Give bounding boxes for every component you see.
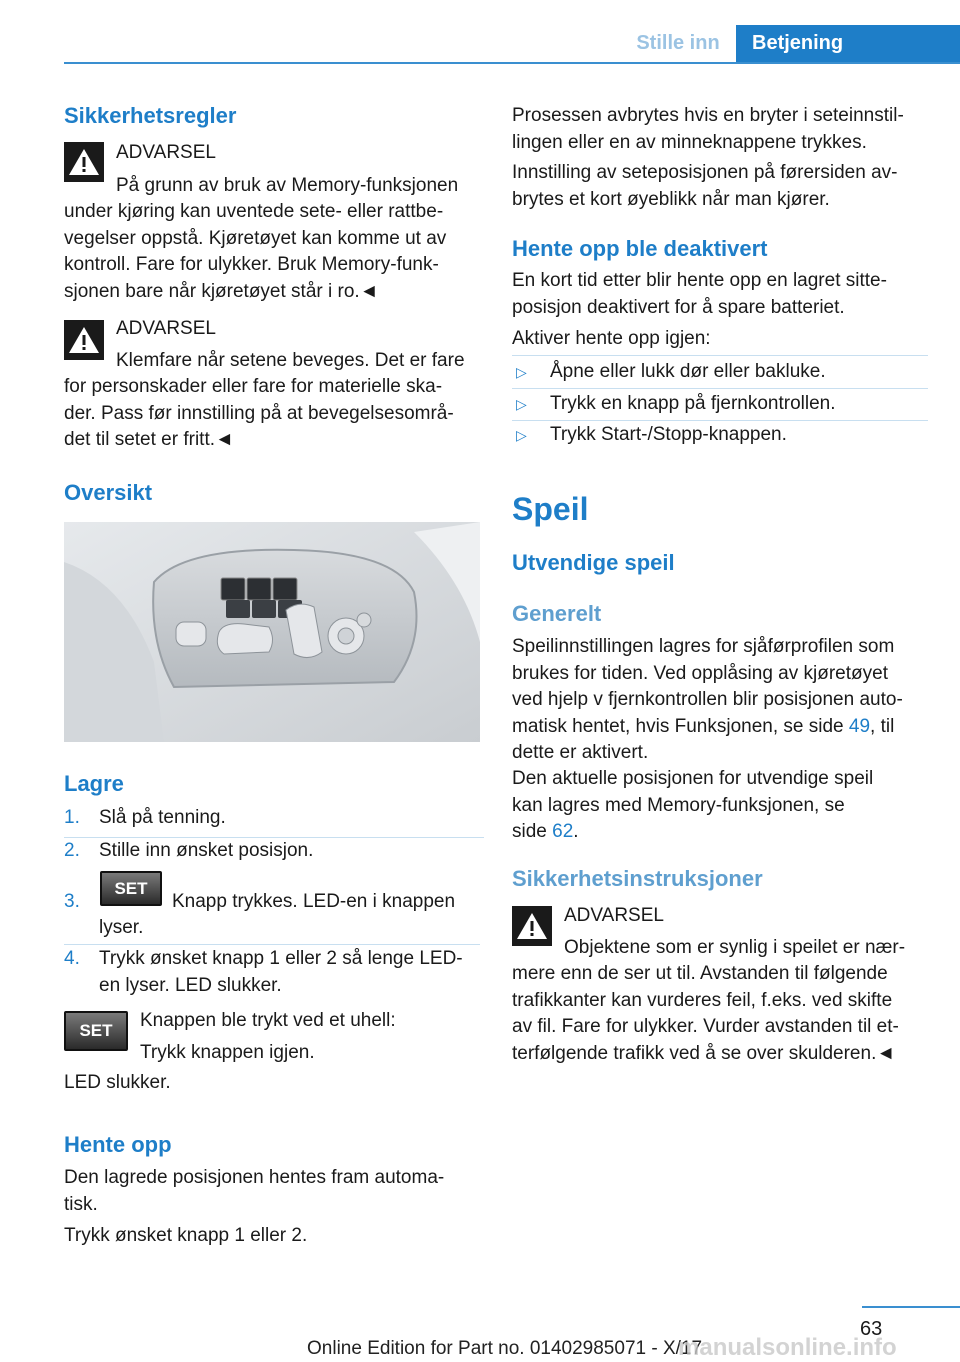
list-item: 1. Slå på tenning. <box>64 807 226 828</box>
warning-label: ADVARSEL <box>564 905 664 926</box>
list-item: 2. Stille inn ønsket posisjon. <box>64 839 314 861</box>
step-number: 4. <box>64 948 80 969</box>
paragraph: Aktiver hente opp igjen: <box>512 328 711 349</box>
steps-list <box>64 805 484 864</box>
list-item: ▷ Åpne eller lukk dør eller bakluke. <box>516 361 826 382</box>
warning-label: ADVARSEL <box>116 142 216 163</box>
divider <box>512 420 928 421</box>
warning-icon <box>64 320 104 360</box>
step-text: Trykk ønsket knapp 1 eller 2 så lenge LED- en lyser. LED slukker. <box>99 948 463 996</box>
divider <box>512 355 928 356</box>
heading-sikkerhetsinstruksjoner: Sikkerhetsinstruksjoner <box>512 866 763 891</box>
warning-text: under kjøring kan uventede sete- eller rattbe- vegelser oppstå. Kjøretøyet kan komme ut av kontroll. Fare for ulykker. Bruk Memory-funk- sjonen bare når kjøretøyet står i ro.◄ <box>64 201 447 302</box>
paragraph: Speilinnstillingen lagres for sjåførprofilen som brukes for tiden. Ved opplåsing av kjøretøyet ved hjelp v fjernkontrollen blir posisjonen auto- matisk hentet, hvis Funksjonen, se side 49, til dette er aktivert. <box>512 636 903 763</box>
warning-text-first: På grunn av bruk av Memory-funksjonen <box>116 175 459 196</box>
warning-text: mere enn de ser ut til. Avstanden til følgende trafikkanter kan vurderes feil, f.eks. ved skifte av fil. Fare for ulykker. Vurder avstanden til et- terfølgende trafikk ved å se over skulderen.◄ <box>512 963 899 1064</box>
recall-text: Den lagrede posisjonen hentes fram automa- tisk. <box>64 1167 445 1215</box>
heading-lagre: Lagre <box>64 771 124 796</box>
warning-icon <box>512 906 552 946</box>
step-text: lyser. <box>99 917 144 938</box>
warning-text-first: Objektene som er synlig i speilet er nær- <box>564 937 906 958</box>
paragraph: Innstilling av seteposisjonen på førersiden av- brytes et kort øyeblikk når man kjører. <box>512 162 898 210</box>
page-link[interactable]: 49 <box>848 715 871 737</box>
heading-utvendige-speil: Utvendige speil <box>512 550 675 575</box>
set-button-icon: SET <box>100 871 162 906</box>
warning-text: for personskader eller fare for materielle ska- der. Pass før innstilling på at bevegelsesområ- det til setet er fritt.◄ <box>64 376 454 450</box>
tab-stille-inn[interactable]: Stille inn <box>620 25 736 62</box>
heading-generelt: Generelt <box>512 601 602 626</box>
heading-hente-opp: Hente opp <box>64 1132 172 1157</box>
heading-speil: Speil <box>512 491 589 527</box>
page-number: 63 <box>860 1318 883 1340</box>
heading-oversikt: Oversikt <box>64 480 153 505</box>
warning-icon <box>64 142 104 182</box>
paragraph: En kort tid etter blir hente opp en lagret sitte- posisjon deaktivert for å spare batteriet. <box>512 270 887 318</box>
set-button-icon: SET <box>64 1011 128 1051</box>
header-rule <box>64 62 960 64</box>
paragraph: Prosessen avbrytes hvis en bryter i seteinnstil- lingen eller en av minneknappene trykkes. <box>512 105 904 153</box>
step-text: Knapp trykkes. LED-en i knappen <box>172 891 456 912</box>
list-item: ▷ Trykk en knapp på fjernkontrollen. <box>516 393 836 414</box>
heading-hente-opp-deaktivert: Hente opp ble deaktivert <box>512 236 768 261</box>
divider <box>64 944 480 945</box>
step-number: 3. <box>64 891 80 912</box>
seat-controls-image <box>64 522 480 742</box>
led-off-text: LED slukker. <box>64 1072 171 1093</box>
footer-rule <box>862 1306 960 1308</box>
edition-text: Online Edition for Part no. 01402985071 - X/17 <box>307 1338 703 1359</box>
tab-betjening[interactable]: Betjening <box>736 25 960 62</box>
watermark: manualsonline.info <box>678 1334 897 1361</box>
heading-sikkerhetsregler: Sikkerhetsregler <box>64 103 237 128</box>
warning-text-first: Klemfare når setene beveges. Det er fare <box>116 350 465 371</box>
note-text: Knappen ble trykt ved et uhell: <box>140 1010 396 1031</box>
divider <box>512 388 928 389</box>
warning-label: ADVARSEL <box>116 318 216 339</box>
recall-press-text: Trykk ønsket knapp 1 eller 2. <box>64 1225 308 1246</box>
note-text: Trykk knappen igjen. <box>140 1042 315 1063</box>
page-link[interactable]: 62 <box>552 821 574 842</box>
list-item: ▷ Trykk Start-/Stopp-knappen. <box>516 424 787 445</box>
paragraph: Den aktuelle posisjonen for utvendige speil kan lagres med Memory-funksjonen, se side 62. <box>512 768 874 842</box>
